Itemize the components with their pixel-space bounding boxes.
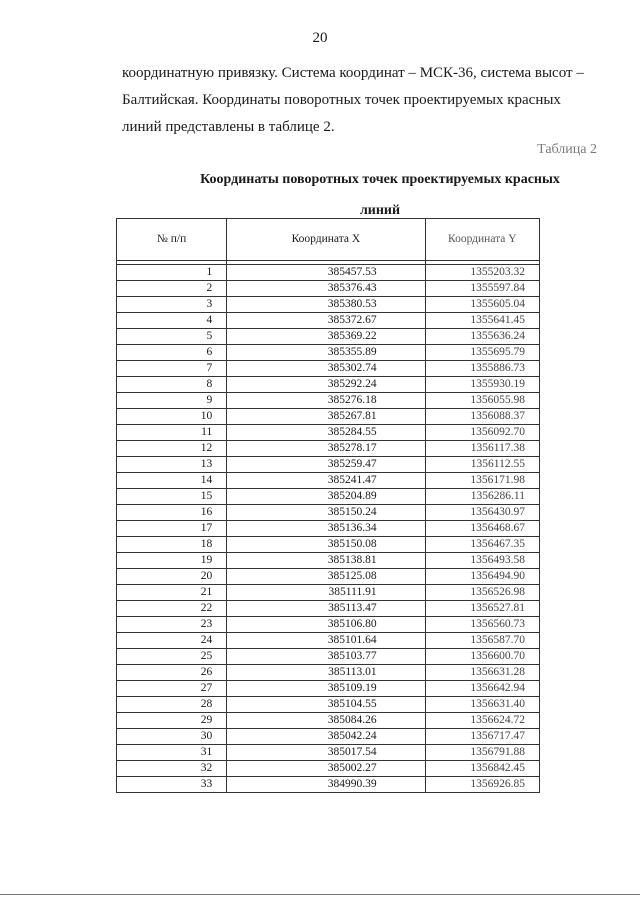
coordinate-x-cell: 385111.91	[227, 585, 425, 601]
coordinate-y-cell: 1356088.37	[425, 409, 539, 425]
coordinate-x-cell: 385259.47	[227, 457, 425, 473]
point-number-cell: 27	[117, 681, 227, 697]
coordinate-y-cell: 1355641.45	[425, 313, 539, 329]
coordinate-y-cell: 1356171.98	[425, 473, 539, 489]
coordinate-x-cell: 385284.55	[227, 425, 425, 441]
point-number-cell: 33	[117, 777, 227, 793]
coordinate-y-cell: 1355636.24	[425, 329, 539, 345]
coordinate-y-cell: 1356055.98	[425, 393, 539, 409]
coordinate-x-cell: 385372.67	[227, 313, 425, 329]
page-number: 20	[312, 30, 328, 46]
coordinate-y-cell: 1356631.28	[425, 665, 539, 681]
table-body	[117, 261, 540, 793]
point-number-cell: 7	[117, 361, 227, 377]
table-row	[117, 489, 540, 505]
table-title-line: линий	[359, 203, 401, 218]
coordinate-y-cell: 1356494.90	[425, 569, 539, 585]
coordinate-x-cell: 385380.53	[227, 297, 425, 313]
point-number-cell: 19	[117, 553, 227, 569]
coordinate-y-cell: 1355886.73	[425, 361, 539, 377]
point-number-cell: 22	[117, 601, 227, 617]
coordinate-y-cell: 1356430.97	[425, 505, 539, 521]
coordinate-y-cell: 1356117.38	[425, 441, 539, 457]
table-row	[117, 329, 540, 345]
table-row	[117, 617, 540, 633]
coordinate-y-cell: 1356791.88	[425, 745, 539, 761]
coordinate-x-cell: 385136.34	[227, 521, 425, 537]
point-number-cell: 29	[117, 713, 227, 729]
coordinate-y-cell: 1355695.79	[425, 345, 539, 361]
table-row	[117, 649, 540, 665]
table-row	[117, 473, 540, 489]
point-number-cell: 12	[117, 441, 227, 457]
table-row	[117, 393, 540, 409]
coordinate-y-cell: 1355203.32	[425, 265, 539, 281]
table-row	[117, 761, 540, 777]
table-row	[117, 505, 540, 521]
point-number-cell: 2	[117, 281, 227, 297]
table-row	[117, 745, 540, 761]
point-number-cell: 26	[117, 665, 227, 681]
point-number-cell: 3	[117, 297, 227, 313]
table-row	[117, 425, 540, 441]
coordinate-x-cell: 385457.53	[227, 265, 425, 281]
coordinate-y-cell: 1356926.85	[425, 777, 539, 793]
point-number-cell: 31	[117, 745, 227, 761]
table-row	[117, 521, 540, 537]
coordinate-x-cell: 385125.08	[227, 569, 425, 585]
point-number-cell: 14	[117, 473, 227, 489]
coordinate-x-cell: 385267.81	[227, 409, 425, 425]
coordinate-x-cell: 385376.43	[227, 281, 425, 297]
coordinate-y-cell: 1356092.70	[425, 425, 539, 441]
coordinate-x-cell: 385084.26	[227, 713, 425, 729]
coordinate-x-cell: 385302.74	[227, 361, 425, 377]
intro-paragraph	[122, 60, 598, 141]
table-row	[117, 409, 540, 425]
coordinate-x-cell: 385106.80	[227, 617, 425, 633]
table-row	[117, 281, 540, 297]
table-row	[117, 553, 540, 569]
point-number-cell: 1	[117, 265, 227, 281]
table-row	[117, 457, 540, 473]
coordinate-x-cell: 385355.89	[227, 345, 425, 361]
point-number-cell: 6	[117, 345, 227, 361]
intro-line: координатную привязку. Система координат – МСК-36, система высот –	[122, 65, 584, 81]
coordinate-y-cell: 1356624.72	[425, 713, 539, 729]
coordinate-x-cell: 385204.89	[227, 489, 425, 505]
coordinate-y-cell: 1356631.40	[425, 697, 539, 713]
table-row	[117, 713, 540, 729]
coordinate-x-cell: 385104.55	[227, 697, 425, 713]
coordinate-y-cell: 1355597.84	[425, 281, 539, 297]
table-row	[117, 601, 540, 617]
coordinate-x-cell: 385150.08	[227, 537, 425, 553]
coordinate-y-cell: 1355605.04	[425, 297, 539, 313]
point-number-cell: 30	[117, 729, 227, 745]
coordinate-x-cell: 385042.24	[227, 729, 425, 745]
coordinate-x-cell: 385369.22	[227, 329, 425, 345]
coordinate-y-cell: 1356642.94	[425, 681, 539, 697]
table-row	[117, 585, 540, 601]
table-row	[117, 665, 540, 681]
coordinates-table	[116, 218, 540, 793]
coordinate-x-cell: 385113.47	[227, 601, 425, 617]
header-coordinate-y: Координата Y	[425, 219, 539, 261]
table-row	[117, 569, 540, 585]
point-number-cell: 20	[117, 569, 227, 585]
point-number-cell: 9	[117, 393, 227, 409]
point-number-cell: 10	[117, 409, 227, 425]
coordinate-x-cell: 385017.54	[227, 745, 425, 761]
table-row	[117, 697, 540, 713]
coordinate-y-cell: 1356560.73	[425, 617, 539, 633]
point-number-cell: 8	[117, 377, 227, 393]
coordinate-y-cell: 1356587.70	[425, 633, 539, 649]
table-row	[117, 265, 540, 281]
table-row	[117, 633, 540, 649]
coordinate-x-cell: 385150.24	[227, 505, 425, 521]
coordinate-y-cell: 1356467.35	[425, 537, 539, 553]
point-number-cell: 5	[117, 329, 227, 345]
intro-line: линий представлены в таблице 2.	[122, 119, 335, 135]
coordinate-y-cell: 1356286.11	[425, 489, 539, 505]
point-number-cell: 16	[117, 505, 227, 521]
table-label: Таблица 2	[537, 142, 597, 157]
table-row	[117, 377, 540, 393]
table-row	[117, 361, 540, 377]
header-coordinate-x: Координата X	[227, 219, 425, 261]
point-number-cell: 25	[117, 649, 227, 665]
point-number-cell: 15	[117, 489, 227, 505]
table-row	[117, 681, 540, 697]
point-number-cell: 23	[117, 617, 227, 633]
table-row	[117, 345, 540, 361]
coordinate-x-cell: 384990.39	[227, 777, 425, 793]
coordinate-y-cell: 1356600.70	[425, 649, 539, 665]
header-number: № п/п	[117, 219, 227, 261]
coordinate-x-cell: 385103.77	[227, 649, 425, 665]
table-row	[117, 537, 540, 553]
table-row	[117, 441, 540, 457]
coordinate-y-cell: 1356493.58	[425, 553, 539, 569]
table-title	[150, 164, 610, 226]
point-number-cell: 28	[117, 697, 227, 713]
table-row	[117, 777, 540, 793]
point-number-cell: 21	[117, 585, 227, 601]
point-number-cell: 18	[117, 537, 227, 553]
intro-line: Балтийская. Координаты поворотных точек проектируемых красных	[122, 92, 561, 108]
table-title-line: Координаты поворотных точек проектируемых красных	[200, 172, 560, 187]
point-number-cell: 13	[117, 457, 227, 473]
coordinate-y-cell: 1356527.81	[425, 601, 539, 617]
coordinate-y-cell: 1355930.19	[425, 377, 539, 393]
coordinate-y-cell: 1356468.67	[425, 521, 539, 537]
coordinate-y-cell: 1356112.55	[425, 457, 539, 473]
point-number-cell: 17	[117, 521, 227, 537]
point-number-cell: 11	[117, 425, 227, 441]
coordinate-y-cell: 1356842.45	[425, 761, 539, 777]
table-row	[117, 313, 540, 329]
bottom-rule	[0, 894, 640, 895]
point-number-cell: 4	[117, 313, 227, 329]
coordinate-x-cell: 385101.64	[227, 633, 425, 649]
coordinate-y-cell: 1356717.47	[425, 729, 539, 745]
point-number-cell: 24	[117, 633, 227, 649]
coordinate-x-cell: 385278.17	[227, 441, 425, 457]
table-row	[117, 297, 540, 313]
coordinate-x-cell: 385113.01	[227, 665, 425, 681]
coordinate-x-cell: 385138.81	[227, 553, 425, 569]
coordinate-x-cell: 385109.19	[227, 681, 425, 697]
coordinate-x-cell: 385002.27	[227, 761, 425, 777]
coordinate-x-cell: 385241.47	[227, 473, 425, 489]
coordinate-x-cell: 385292.24	[227, 377, 425, 393]
coordinate-x-cell: 385276.18	[227, 393, 425, 409]
point-number-cell: 32	[117, 761, 227, 777]
coordinate-y-cell: 1356526.98	[425, 585, 539, 601]
table-row	[117, 729, 540, 745]
table-header-row	[117, 219, 540, 261]
